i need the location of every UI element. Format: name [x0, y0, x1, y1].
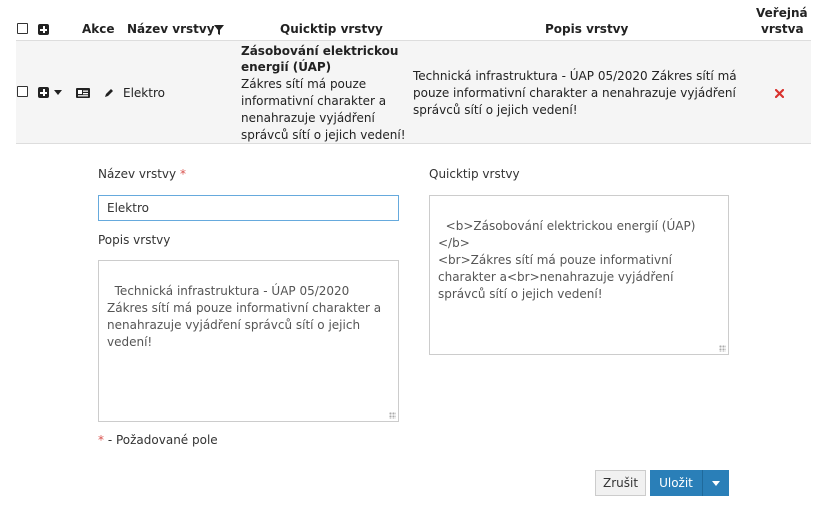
quicktip-textarea[interactable]: <b>Zásobování elektrickou energií (ÚAP)</b> <br>Zákres sítí má pouze informativní charakter a<br>nenahrazuje vyjádření správců sítí o jejich vedení!: [429, 195, 729, 355]
header-public-line1: Veřejná: [756, 6, 808, 20]
row-add-icon[interactable]: [38, 87, 49, 98]
save-button[interactable]: Uložit: [650, 470, 702, 496]
caret-down-icon: [712, 481, 720, 486]
description-textarea[interactable]: Technická infrastruktura - ÚAP 05/2020 Zákres sítí má pouze informativní charakter a nenahrazuje vyjádření správců sítí o jejich vedení!: [98, 260, 399, 422]
save-options-button[interactable]: [702, 470, 729, 496]
filter-icon[interactable]: [214, 25, 224, 35]
row-quicktip-title-1: Zásobování elektrickou: [241, 44, 399, 58]
cancel-button[interactable]: Zrušit: [595, 470, 646, 496]
name-label: Název vrstvy *: [98, 167, 186, 181]
row-quicktip-title-2: energií (ÚAP): [241, 60, 332, 74]
pencil-icon[interactable]: [104, 88, 114, 98]
row-checkbox[interactable]: [17, 86, 28, 97]
card-icon[interactable]: [76, 88, 90, 98]
name-input[interactable]: Elektro: [98, 195, 399, 221]
description-label: Popis vrstvy: [98, 233, 171, 247]
row-description: Technická infrastruktura - ÚAP 05/2020 Zákres sítí má pouze informativní charakter a nenahrazuje vyjádření správců sítí o jejich vedení!: [413, 69, 737, 117]
row-layer-name: Elektro: [123, 86, 165, 100]
resize-grip-icon[interactable]: [389, 412, 396, 419]
caret-down-icon[interactable]: [54, 90, 62, 95]
add-layer-icon[interactable]: [38, 24, 49, 35]
resize-grip-icon[interactable]: [719, 345, 726, 352]
required-note: * - Požadované pole: [98, 433, 218, 447]
select-all-checkbox[interactable]: [17, 23, 28, 34]
header-public-line2: vrstva: [761, 22, 804, 36]
header-description: Popis vrstvy: [545, 22, 629, 36]
row-quicktip-text: Zákres sítí má pouze informativní charakter a nenahrazuje vyjádření správců sítí o jejich vedení!: [241, 77, 406, 142]
header-actions: Akce: [82, 22, 115, 36]
header-name[interactable]: Název vrstvy: [127, 22, 215, 36]
header-quicktip: Quicktip vrstvy: [280, 22, 383, 36]
quicktip-label: Quicktip vrstvy: [429, 167, 520, 181]
close-icon[interactable]: [775, 89, 784, 98]
